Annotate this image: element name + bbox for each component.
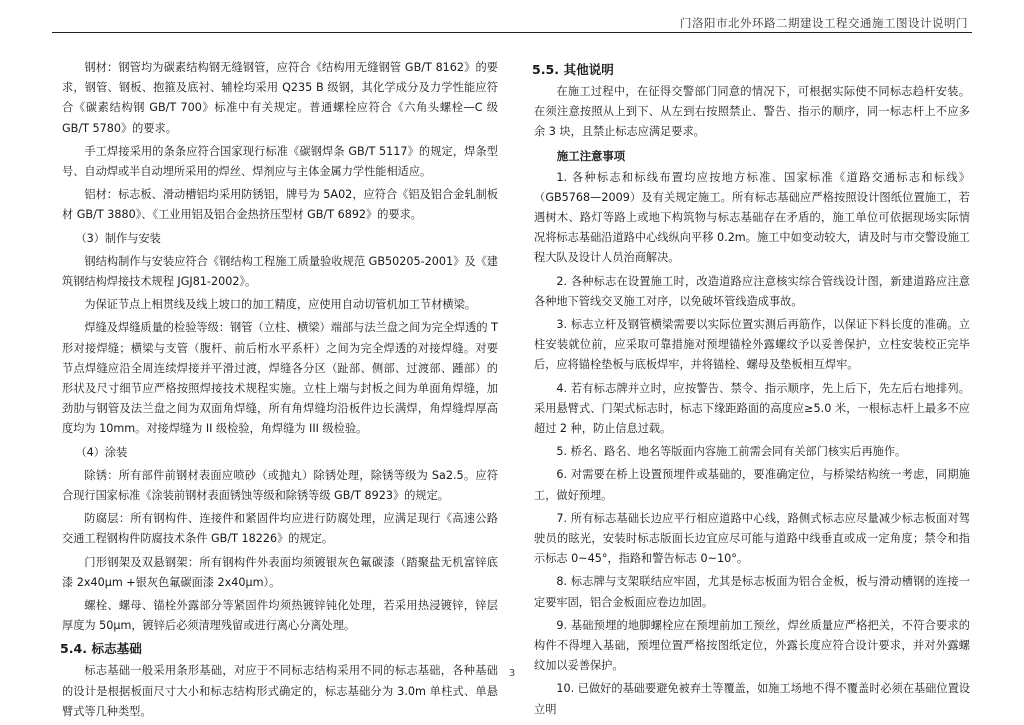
section-heading-sign-foundation: 5.4. 标志基础 — [60, 641, 142, 657]
right-column — [534, 58, 970, 723]
subsection-coating: （4）涂装 — [75, 445, 128, 459]
paragraph-weld-quality: 焊缝及焊缝质量的检验等级：钢管（立柱、横梁）端部与法兰盘之间为完全焊透的 T 形对接焊缝；横梁与支管（腹杆、前后桁水平系杆）之间为完全焊透的对接焊缝。对要节点焊缝应沿全周连续焊接并平滑过渡，焊缝各分区（趾部、侧部、过渡部、踵部）的形状及尺寸细节应严格按照焊接技术规程实施。立柱上端与封板之间为单面角焊缝，加劲肋与钢管及法兰盘之间为双面角焊缝，所有角焊缝均沿板件边长满焊，角焊缝焊厚高度均为 10mm。对接焊缝为 II 级检验，角焊缝为 III 级检验。 — [62, 321, 498, 436]
header-title: 门洛阳市北外环路二期建设工程交通施工图设计说明门 — [680, 16, 968, 30]
paragraph-other-notes: 在施工过程中，在征得交警部门同意的情况下，可根据实际使不同标志趋杆安装。在须注意按照从上到下、从左到右按照禁止、警告、指示的顺序，同一标志杆上不应多余 3 块，且禁止标志应满足要求。 — [534, 85, 970, 139]
paragraph-bolts: 螺栓、螺母、锚栓外露部分等紧固件均须热镀锌钝化处理，若采用热浸镀锌，锌层厚度为 50μm，镀锌后必须清理残留或进行离心分离处理。 — [62, 599, 498, 633]
note-item-1: 1. 各种标志和标线布置均应按地方标准、国家标准《道路交通标志和标线》（GB5768—2009）及有关规定施工。所有标志基础应严格按照设计图纸位置施工，若遇树木、路灯等路上或地下构筑物与标志基础存在矛盾的，施工单位可依据现场实际情况将标志基础沿道路中心线纵向平移 0.2m。施工中如变动较大，请及时与市交警设施工程大队及设计人员治商解决。 — [534, 170, 970, 265]
note-item-7: 7. 所有标志基础长边应平行相应道路中心线，路侧式标志应尽量减少标志板面对驾驶员的眩光，安装时标志版面长边宜应尽可能与道路中线垂直或成一定角度；禁令和指示标志 0~45°，指路和警告标志 0~10°。 — [534, 511, 970, 566]
note-item-9: 9. 基础预埋的地脚螺栓应在预埋前加工预丝，焊丝质量应严格把关，不符合要求的构件不得埋入基础，预埋位置严格按图纸定位，外露长度应符合设计要求，并对外露螺纹加以妥善保护。 — [534, 618, 970, 673]
paragraph-aluminum: 铝材：标志板、滑动槽铝均采用防锈铝，牌号为 5A02，应符合《铝及铝合金轧制板材 GB/T 3880》、《工业用铝及铝合金热挤压型材 GB/T 6892》的要求。 — [62, 188, 498, 222]
section-heading-other-notes: 5.5. 其他说明 — [532, 62, 614, 77]
note-item-6: 6. 对需要在桥上设置预埋件或基础的，要准确定位，与桥梁结构统一考虑，同期施工，做好预埋。 — [534, 468, 970, 502]
note-item-5: 5. 桥名、路名、地名等版面内容施工前需会同有关部门核实后再施作。 — [556, 445, 907, 459]
note-item-2: 2. 各种标志在设置施工时，改造道路应注意核实综合管线设计图，新建道路应注意各种地下管线交叉施工对序，以免破坏管线造成事故。 — [534, 274, 970, 308]
paragraph-fabrication-standard: 钢结构制作与安装应符合《钢结构工程施工质量验收规范 GB50205-2001》及《建筑钢结构焊接技术规程 JGJ81-2002》。 — [62, 254, 498, 289]
paragraph-steel: 钢材：钢管均为碳素结构钢无缝钢管，应符合《结构用无缝钢管 GB/T 8162》的要求，钢管、钢板、抱箍及底衬、辅栓均采用 Q235 B 级钢，其化学成分及力学性能应符合《碳素结构钢 GB/T 700》标准中有关规定。普通螺栓应符合《六角头螺栓—C 级 GB/T 5780》的要求。 — [62, 61, 498, 135]
page-number: 3 — [508, 668, 516, 679]
paragraph-anticorrosion: 防腐层：所有钢构件、连接件和紧固件均应进行防腐处理，应满足现行《高速公路交通工程钢构件防腐技术条件 GB/T 18226》的规定。 — [62, 512, 498, 546]
subsection-fabrication: （3）制作与安装 — [75, 231, 161, 245]
header-rule — [52, 32, 972, 33]
left-column — [62, 58, 498, 725]
notes-title: 施工注意事项 — [556, 148, 626, 163]
paragraph-gantry-paint: 门形钢架及双悬钢架：所有钢构件外表面均须镀银灰色氟碳漆（踏聚盐无机富锌底漆 2x40μm +银灰色氟碳面漆 2x40μm）。 — [62, 555, 498, 589]
paragraph-rust-removal: 除锈：所有部件前钢材表面应喷砂（或抛丸）除锈处理，除锈等级为 Sa2.5。应符合现行国家标准《涂装前钢材表面锈蚀等级和除锈等级 GB/T 8923》的规定。 — [62, 468, 498, 503]
note-item-10: 10. 已做好的基础要避免被弃土等覆盖，如施工场地不得不覆盖时必须在基础位置设立明 — [534, 682, 970, 716]
paragraph-welding-rods: 手工焊接采用的条条应符合国家现行标准《碳钢焊条 GB/T 5117》的规定，焊条型号、自动焊或半自动埋所采用的焊丝、焊剂应与主体金属力学性能相适应。 — [62, 144, 498, 179]
note-item-4: 4. 若有标志牌并立时，应按警告、禁令、指示顺序，先上后下，先左后右地排列。采用悬臂式、门架式标志时，标志下缘距路面的高度应≥5.0 米，一根标志杆上最多不应超过 2 种，防止信息过载。 — [534, 381, 970, 436]
note-item-3: 3. 标志立杆及钢管横梁需要以实际位置实测后再筋作，以保证下料长度的准确。立柱安装就位前，应采取可靠措施对预埋锚栓外露螺纹予以妥善保护，立柱安装校正完毕后，应将锚栓垫板与底板焊牢，并将锚栓、螺母及垫板相互焊牢。 — [534, 318, 970, 372]
paragraph-sign-foundation: 标志基础一般采用条形基础，对应于不同标志结构采用不同的标志基础，各种基础的设计是根据板面尺寸大小和标志结构形式确定的，标志基础分为 3.0m 单柱式、单悬臂式等几种类型。 — [62, 664, 498, 718]
paragraph-cutting: 为保证节点上相贯线及线上坡口的加工精度，应使用自动切管机加工节材横梁。 — [84, 298, 476, 312]
note-item-8: 8. 标志牌与支架联结应牢固，尤其是标志板面为铝合金板，板与滑动槽钢的连接一定要牢固，铝合金板面应卷边加固。 — [534, 575, 970, 609]
